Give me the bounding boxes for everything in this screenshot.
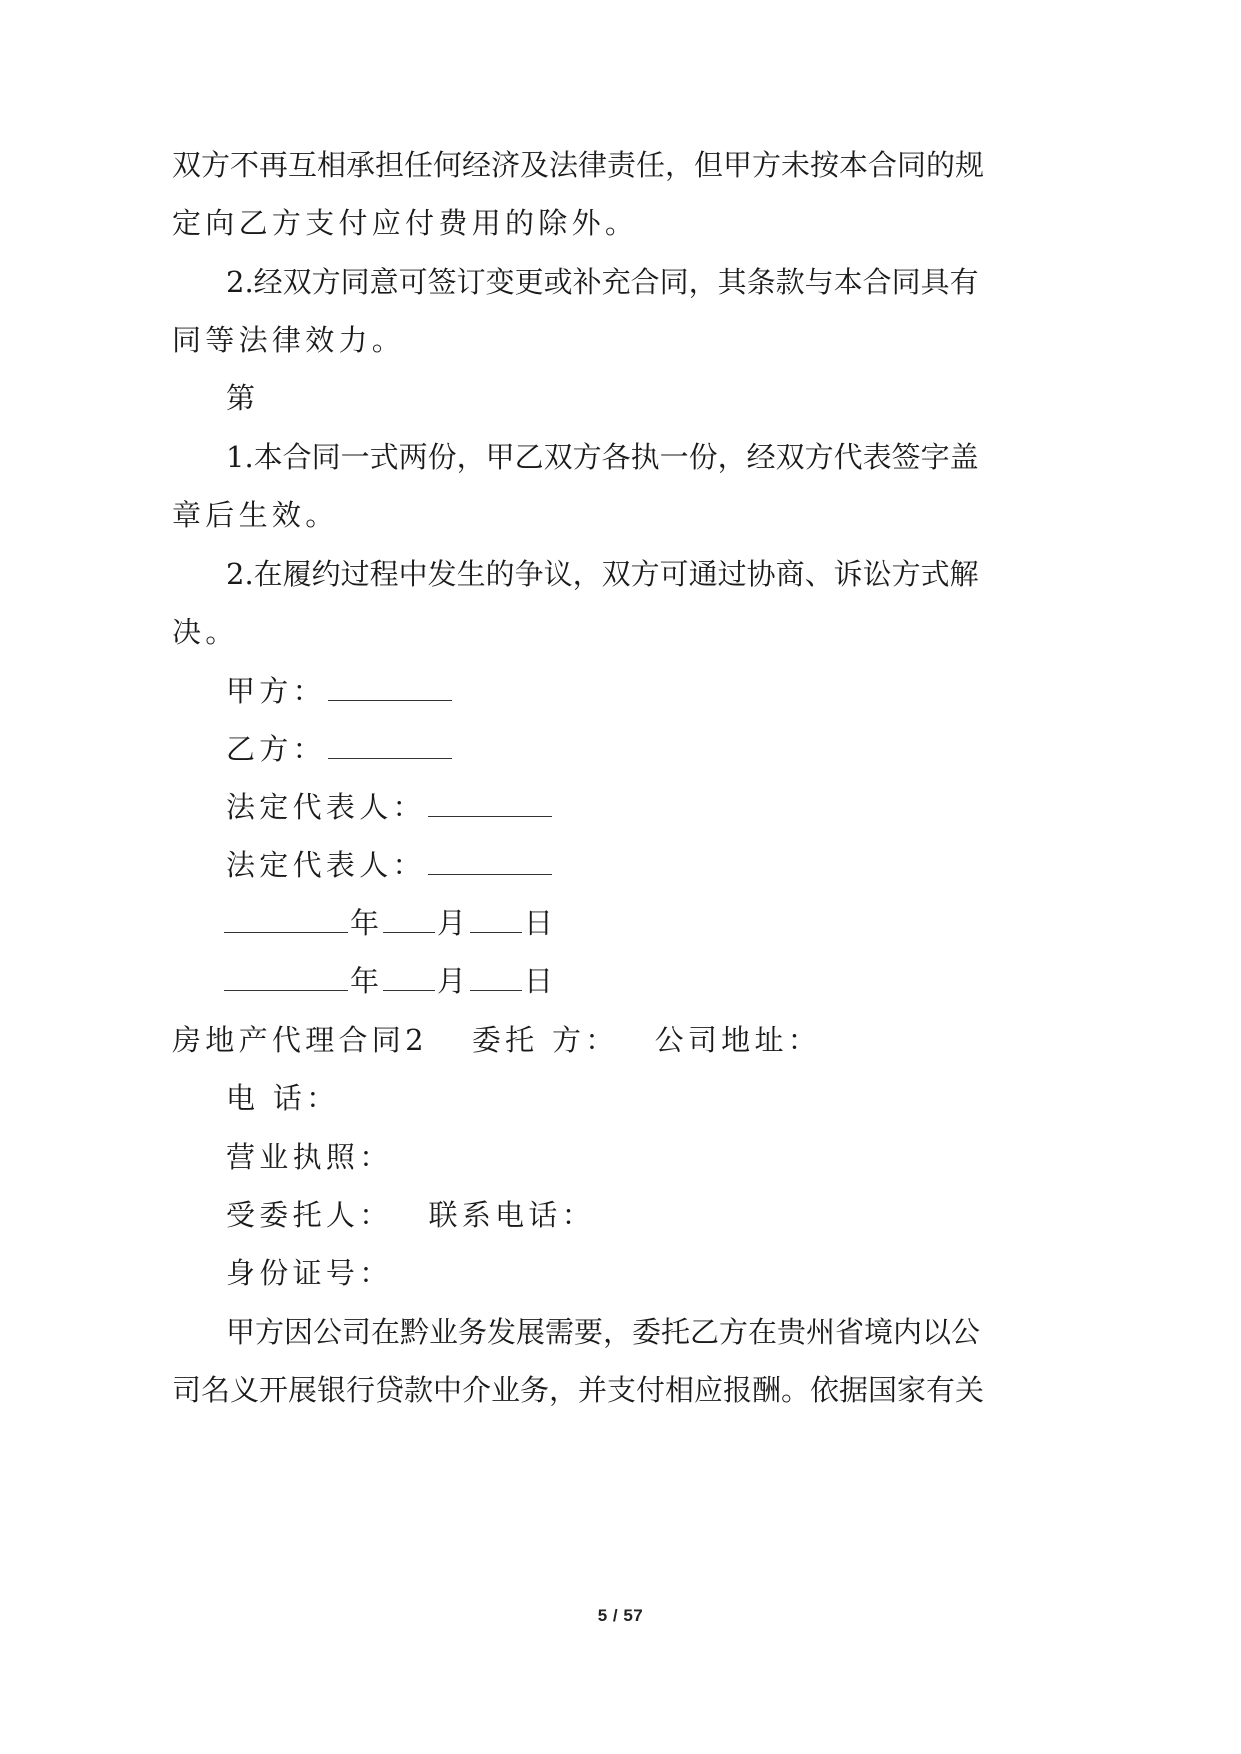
license-label: 营业执照： [226, 1140, 393, 1174]
date-line-a [224, 903, 555, 943]
clause-2-line: 2.经双方同意可签订变更或补充合同，其条款与本合同具有 [226, 265, 979, 299]
body-line: 甲方因公司在黔业务发展需要，委托乙方在贵州省境内以公 [226, 1315, 981, 1349]
day-label: 日 [524, 906, 556, 940]
month-label: 月 [437, 964, 469, 998]
rep-a-blank [428, 814, 552, 817]
contact-phone-label: 联系电话： [428, 1198, 596, 1232]
year-label: 年 [350, 906, 382, 940]
month-blank [383, 930, 435, 933]
day-label: 日 [524, 964, 556, 998]
party-b-label: 乙方： [226, 732, 326, 766]
paragraph-line: 章后生效。 [172, 498, 339, 532]
contract2-title: 房地产代理合同2 [172, 1023, 428, 1057]
rep-b-signature [226, 845, 554, 885]
day-blank [470, 988, 522, 991]
address-label: 公司地址： [654, 1023, 822, 1057]
agent-label: 受委托人： [226, 1198, 393, 1232]
article-heading: 第 [226, 381, 260, 415]
rep-b-blank [428, 872, 552, 875]
date-line-b [224, 961, 555, 1001]
rep-b-label: 法定代表人： [226, 848, 426, 882]
id-number-label: 身份证号： [226, 1256, 393, 1290]
agent-row [226, 1195, 595, 1235]
party-a-signature [226, 671, 454, 711]
party-b-blank [328, 756, 452, 759]
month-blank [383, 988, 435, 991]
clause-1-line: 1.本合同一式两份，甲乙双方各执一份，经双方代表签字盖 [226, 440, 979, 474]
year-blank [224, 930, 348, 933]
rep-a-signature [226, 787, 554, 827]
party-b-signature [226, 729, 454, 769]
paragraph-line: 同等法律效力。 [172, 323, 406, 357]
contract2-header [172, 1020, 821, 1060]
clause-2-line: 2.在履约过程中发生的争议，双方可通过协商、诉讼方式解 [226, 557, 979, 591]
principal-label: 委托 方： [471, 1023, 619, 1057]
day-blank [470, 930, 522, 933]
month-label: 月 [437, 906, 469, 940]
rep-a-label: 法定代表人： [226, 790, 426, 824]
party-a-blank [328, 698, 452, 701]
paragraph-line: 双方不再互相承担任何经济及法律责任，但甲方未按本合同的规 [172, 148, 985, 182]
year-blank [224, 988, 348, 991]
year-label: 年 [350, 964, 382, 998]
party-a-label: 甲方： [226, 674, 326, 708]
paragraph-line: 定向乙方支付应付费用的除外。 [172, 206, 639, 240]
body-line: 司名义开展银行贷款中介业务，并支付相应报酬。依据国家有关 [172, 1373, 985, 1407]
phone-label: 电 话： [226, 1081, 340, 1115]
page-number: 5 / 57 [597, 1606, 644, 1625]
paragraph-line: 决。 [172, 615, 239, 649]
